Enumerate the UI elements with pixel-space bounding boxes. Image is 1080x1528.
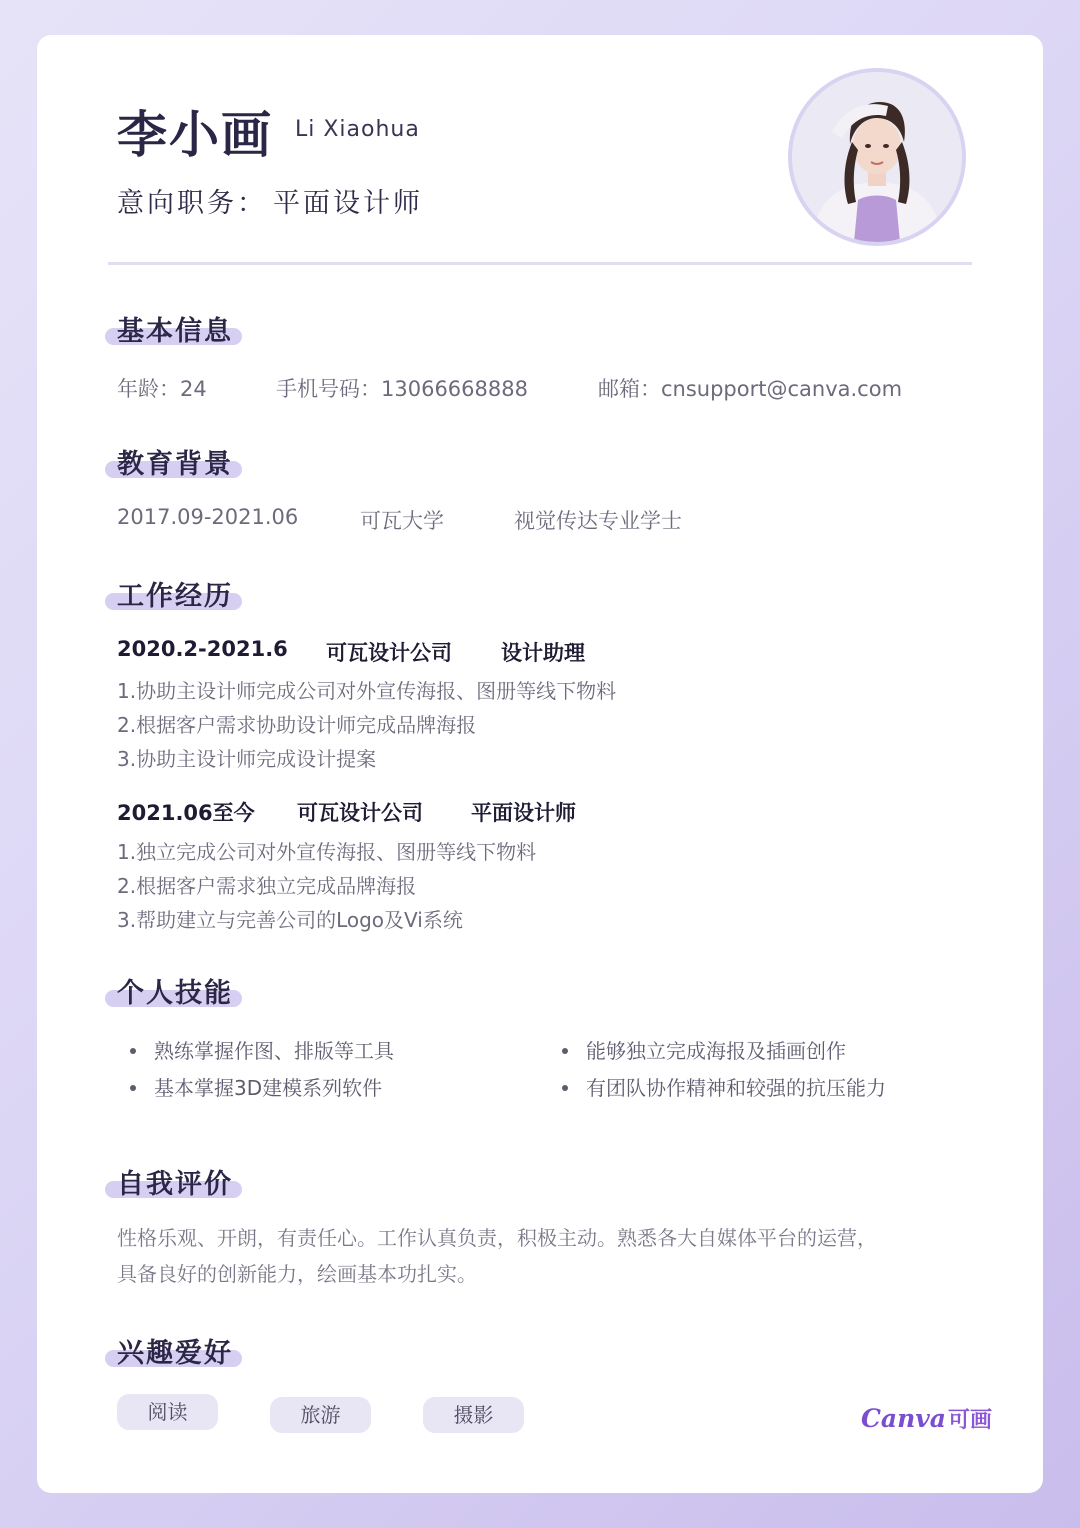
bullet-dot bbox=[130, 1085, 136, 1091]
profile-photo bbox=[788, 68, 966, 246]
job-period: 2021.06至今 bbox=[117, 801, 255, 825]
self-evaluation-line: 性格乐观、开朗，有责任心。工作认真负责，积极主动。熟悉各大自媒体平台的运营， bbox=[117, 1226, 877, 1250]
skill-item bbox=[130, 1072, 382, 1101]
job-duty: 1.协助主设计师完成公司对外宣传海报、图册等线下物料 bbox=[117, 679, 617, 703]
section-title: 个人技能 bbox=[117, 978, 233, 1009]
portrait-illustration bbox=[792, 72, 962, 242]
bullet-dot bbox=[562, 1085, 568, 1091]
resume-card bbox=[37, 35, 1043, 1493]
self-evaluation-line: 具备良好的创新能力，绘画基本功扎实。 bbox=[117, 1262, 477, 1286]
job-period: 2020.2-2021.6 bbox=[117, 637, 288, 661]
education-school: 可瓦大学 bbox=[360, 509, 444, 533]
desired-position bbox=[117, 181, 423, 220]
job-duty: 1.独立完成公司对外宣传海报、图册等线下物料 bbox=[117, 840, 537, 864]
position-label: 意向职务： bbox=[117, 188, 267, 219]
section-title: 自我评价 bbox=[117, 1169, 233, 1200]
skill-item bbox=[562, 1072, 886, 1101]
job-duty: 3.帮助建立与完善公司的Logo及Vi系统 bbox=[117, 908, 463, 932]
age-field: 年龄：24 bbox=[117, 377, 207, 401]
job-duty: 2.根据客户需求协助设计师完成品牌海报 bbox=[117, 713, 477, 737]
candidate-name: 李小画 bbox=[117, 106, 273, 164]
section-title: 兴趣爱好 bbox=[117, 1338, 233, 1369]
hobby-tag: 阅读 bbox=[117, 1394, 218, 1430]
phone-field: 手机号码：13066668888 bbox=[276, 377, 528, 401]
candidate-pinyin: Li Xiaohua bbox=[295, 117, 420, 142]
job-role: 设计助理 bbox=[501, 641, 585, 665]
position-value: 平面设计师 bbox=[273, 188, 423, 219]
canva-logo bbox=[861, 1403, 992, 1434]
job-role: 平面设计师 bbox=[471, 801, 576, 825]
job-company: 可瓦设计公司 bbox=[326, 641, 452, 665]
skill-text: 能够独立完成海报及插画创作 bbox=[586, 1039, 846, 1063]
job-duty: 2.根据客户需求独立完成品牌海报 bbox=[117, 874, 417, 898]
bullet-dot bbox=[562, 1048, 568, 1054]
section-title: 教育背景 bbox=[117, 449, 233, 480]
header-divider bbox=[108, 262, 972, 265]
skill-item bbox=[562, 1035, 846, 1064]
education-period: 2017.09-2021.06 bbox=[117, 505, 299, 529]
skill-text: 有团队协作精神和较强的抗压能力 bbox=[586, 1076, 886, 1100]
logo-latin: Canva bbox=[861, 1404, 946, 1433]
hobby-tag: 摄影 bbox=[423, 1397, 524, 1433]
bullet-dot bbox=[130, 1048, 136, 1054]
section-title: 基本信息 bbox=[117, 316, 233, 347]
education-degree: 视觉传达专业学士 bbox=[514, 509, 682, 533]
skill-item bbox=[130, 1035, 394, 1064]
job-company: 可瓦设计公司 bbox=[297, 801, 423, 825]
skill-text: 熟练掌握作图、排版等工具 bbox=[154, 1039, 394, 1063]
hobby-tag: 旅游 bbox=[270, 1397, 371, 1433]
skill-text: 基本掌握3D建模系列软件 bbox=[154, 1076, 383, 1100]
email-field: 邮箱：cnsupport@canva.com bbox=[598, 377, 903, 401]
logo-cn: 可画 bbox=[948, 1407, 993, 1433]
job-duty: 3.协助主设计师完成设计提案 bbox=[117, 747, 377, 771]
section-title: 工作经历 bbox=[117, 581, 233, 612]
